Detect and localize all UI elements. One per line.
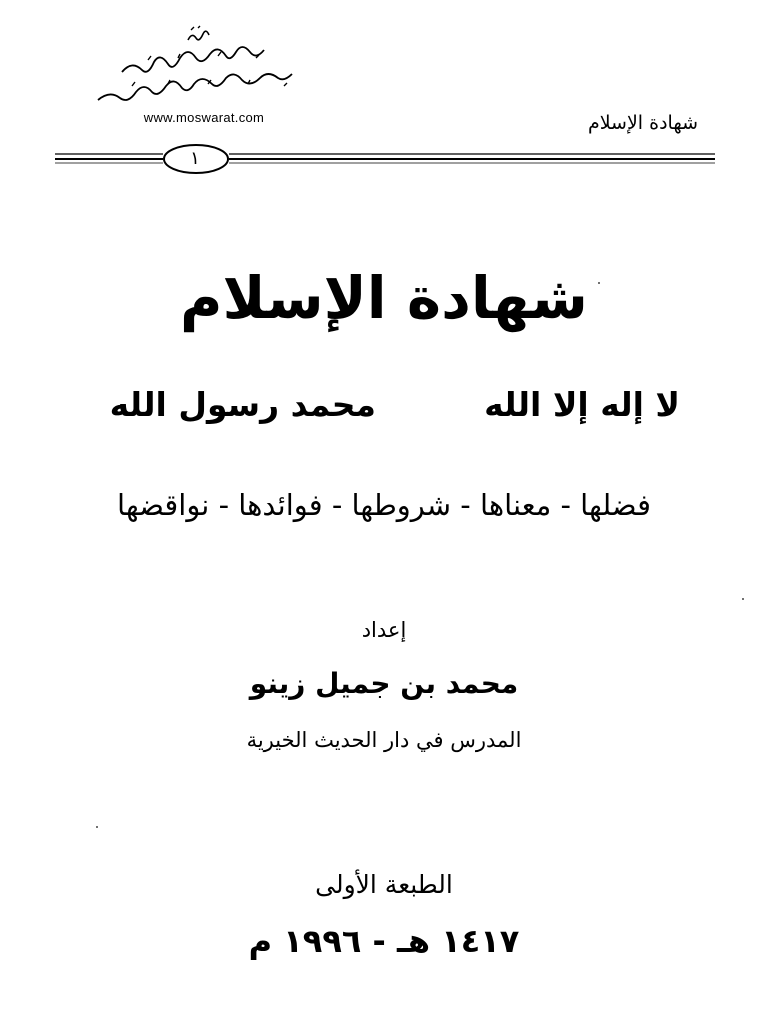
header-rule (55, 138, 715, 178)
shahada-part-1: لا إله إلا الله (484, 385, 680, 424)
stamp-url: www.moswarat.com (143, 110, 265, 125)
scan-speck (96, 826, 98, 828)
author-affiliation: المدرس في دار الحديث الخيرية (246, 728, 522, 752)
edition-label: الطبعة الأولى (315, 870, 453, 899)
book-subtitle-topics: فضلها - معناها - شروطها - فوائدها - نواقضها (117, 488, 651, 522)
book-title: شهادة الإسلام (180, 264, 588, 332)
publication-date: ١٤١٧ هـ - ١٩٩٦ م (248, 922, 520, 960)
author-name: محمد بن جميل زينو (249, 667, 519, 700)
ornamental-rule (55, 138, 715, 178)
handwritten-stamp (88, 14, 318, 124)
shahada-part-2: محمد رسول الله (109, 385, 376, 424)
scan-speck (598, 282, 600, 284)
stamp-signature-image (88, 14, 318, 110)
running-title: شهادة الإسلام (587, 112, 698, 134)
page-number: ١ (190, 148, 200, 169)
prepared-by-label: إعداد (361, 618, 407, 642)
scan-speck (742, 598, 744, 600)
